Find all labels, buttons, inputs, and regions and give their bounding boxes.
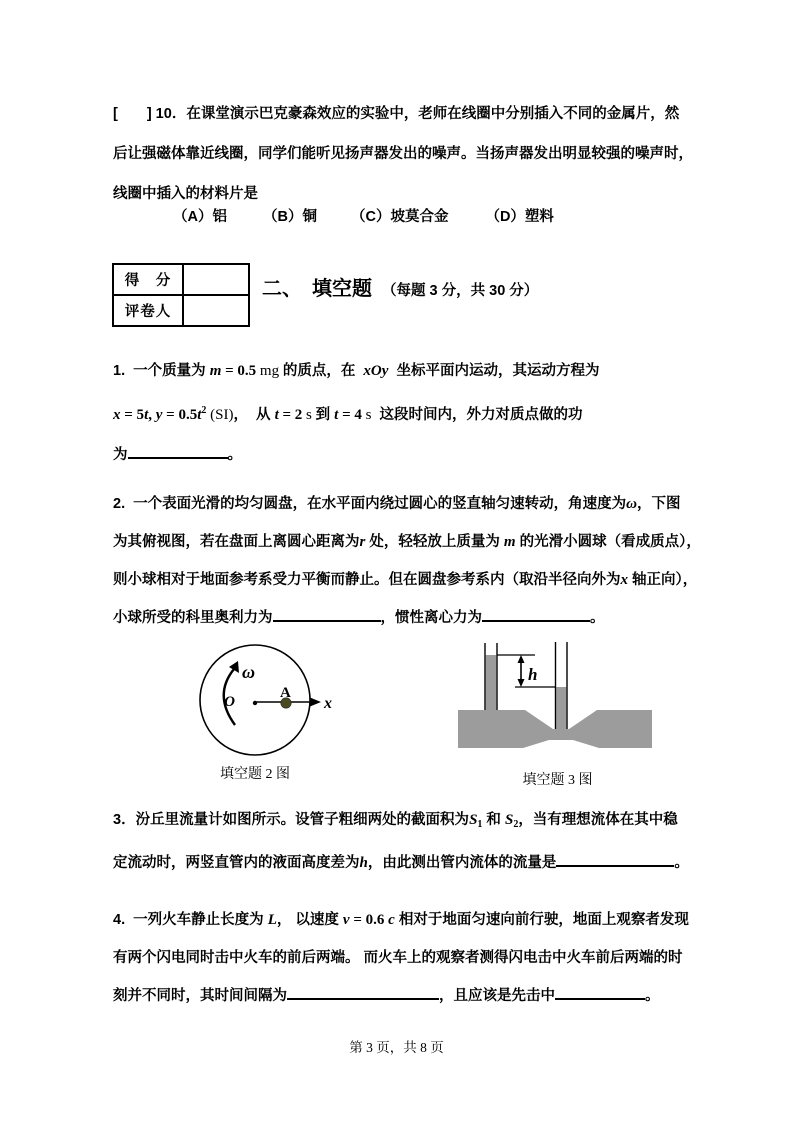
text-run: 有两个闪电同时击中火车的前后两端。 而火车上的观察者测得闪电击中火车前后两端的时 xyxy=(113,950,683,966)
text-run: x xyxy=(620,572,628,588)
text-run: [ ] 10．在课堂演示巴克豪森效应的实验中，老师在线圈中分别插入不同的金属片，然 xyxy=(113,106,680,122)
text-run: 的质点，在 xyxy=(282,363,364,379)
question-3-text xyxy=(113,801,713,882)
text-run: 刻并不同时，其时间间隔为 xyxy=(113,988,287,1004)
text-run: s xyxy=(361,407,372,423)
score-row xyxy=(113,264,249,295)
spacer xyxy=(113,220,173,221)
left-tube-liquid xyxy=(486,655,496,712)
text-run: 以速度 xyxy=(291,912,343,928)
text-run: 则小球相对于地面参考系受力平衡而静止。但在圆盘参考系内（取沿半径向外为 xyxy=(113,572,621,588)
question-4-text xyxy=(113,901,713,1015)
text-run: 为 xyxy=(113,447,128,463)
text-run: = 0.5 xyxy=(221,363,257,379)
h-arrowhead-up xyxy=(518,655,525,663)
center-dot xyxy=(253,701,257,705)
answer-blank xyxy=(287,983,439,1000)
text-run: m xyxy=(503,534,516,550)
text-run: m xyxy=(209,363,222,379)
spacer xyxy=(448,220,485,221)
text-run: t xyxy=(197,407,202,423)
text-run: 4. 一列火车静止长度为 xyxy=(113,912,268,928)
text-run: 处，轻轻放上质量为 xyxy=(365,534,504,550)
score-value-cell xyxy=(183,264,249,295)
h-label: h xyxy=(528,665,538,684)
text-run: 。 xyxy=(590,610,605,626)
section-heading xyxy=(262,272,538,301)
text-run: （A）铝 xyxy=(173,209,227,225)
text-run: 到 xyxy=(315,407,335,423)
text-run: 3．汾丘里流量计如图所示。设管子粗细两处的截面积为 xyxy=(113,812,470,828)
text-run: v xyxy=(342,912,350,928)
question-2-text xyxy=(113,485,713,637)
h-arrowhead-down xyxy=(518,679,525,687)
spacer xyxy=(317,220,351,221)
text-run: 这段时间内，外力对质点做的功 xyxy=(371,407,583,423)
text-run: 1 xyxy=(477,819,483,830)
answer-blank xyxy=(555,983,645,1000)
right-tube-liquid xyxy=(556,687,566,740)
text-run: 小球所受的科里奥利力为 xyxy=(113,610,273,626)
text-run: ω xyxy=(626,496,638,512)
text-run: r xyxy=(359,534,366,550)
text-line xyxy=(113,901,713,939)
text-line xyxy=(113,435,713,475)
text-run: = 0.6 xyxy=(349,912,389,928)
text-run: h xyxy=(359,855,368,871)
text-run: （B）铜 xyxy=(262,209,317,225)
text-line xyxy=(113,206,713,228)
text-run: = 2 xyxy=(278,407,303,423)
text-run: （C）坡莫合金 xyxy=(350,209,449,225)
figure-rotating-disk xyxy=(197,633,347,783)
text-run: (SI) xyxy=(206,407,234,423)
section-title: 填空题 xyxy=(312,278,372,300)
text-line xyxy=(113,561,713,599)
question-10 xyxy=(113,94,713,228)
score-table xyxy=(112,263,250,327)
answer-blank xyxy=(273,605,381,622)
question-10-text xyxy=(113,94,713,214)
text-run: 1. 一个质量为 xyxy=(113,363,210,379)
text-run: ， 从 xyxy=(233,407,275,423)
text-line xyxy=(113,391,713,435)
text-line xyxy=(113,939,713,977)
omega-label: ω xyxy=(242,662,256,682)
text-run: 2. 一个表面光滑的均匀圆盘，在水平面内绕过圆心的竖直轴匀速转动，角速度为 xyxy=(113,496,627,512)
section-number: 二、 xyxy=(262,278,302,300)
text-run: 轴正向）， xyxy=(628,572,698,588)
text-run: ， xyxy=(276,912,292,928)
grader-label: 评卷人 xyxy=(113,295,183,326)
text-run: 定流动时，两竖直管内的液面高度差为 xyxy=(113,855,360,871)
text-run: 2 xyxy=(513,819,519,830)
figure-venturi-meter xyxy=(455,630,660,789)
text-run: , xyxy=(148,407,156,423)
text-run: x xyxy=(113,407,121,423)
text-run: 相对于地面匀速向前行驶，地面上观察者发现 xyxy=(394,912,689,928)
text-line xyxy=(113,977,713,1015)
question-1 xyxy=(113,351,713,475)
text-run: ，惯性离心力为 xyxy=(380,610,482,626)
question-3 xyxy=(113,801,713,882)
figure-2-caption: 填空题 2 图 xyxy=(220,767,290,782)
text-run: t xyxy=(274,407,279,423)
text-run: s xyxy=(302,407,316,423)
grader-row xyxy=(113,295,249,326)
text-run: 线圈中插入的材料片是 xyxy=(113,186,258,202)
text-run: 。 xyxy=(227,447,242,463)
answer-blank xyxy=(482,605,590,622)
text-run: 为其俯视图，若在盘面上离圆心距离为 xyxy=(113,534,360,550)
text-line xyxy=(113,94,713,134)
text-line xyxy=(113,485,713,523)
text-run: 。 xyxy=(674,855,689,871)
text-run: c xyxy=(388,912,395,928)
text-run: 和 xyxy=(482,812,505,828)
question-4 xyxy=(113,901,713,1015)
origin-label: O xyxy=(224,694,235,710)
text-run: ，下图 xyxy=(637,496,681,512)
text-line xyxy=(113,801,713,844)
omega-arrowhead xyxy=(229,661,239,673)
text-run: t xyxy=(334,407,339,423)
text-run: （D）塑料 xyxy=(485,209,554,225)
text-run: ，当有理想流体在其中稳 xyxy=(518,812,678,828)
text-run: 后让强磁体靠近线圈，同学们能听见扬声器发出的噪声。当扬声器发出明显较强的噪声时， xyxy=(113,146,693,162)
text-run: 的光滑小圆球（看成质点）， xyxy=(515,534,701,550)
text-run: = 5 xyxy=(120,407,145,423)
text-run: = 4 xyxy=(338,407,362,423)
x-axis-arrowhead xyxy=(310,698,321,707)
question-1-text xyxy=(113,351,713,475)
text-run: y xyxy=(155,407,163,423)
page-number: 第 3 页，共 8 页 xyxy=(349,1040,444,1055)
section-note: （每题 3 分，共 30 分） xyxy=(382,283,539,299)
grader-value-cell xyxy=(183,295,249,326)
figure-3-caption: 填空题 3 图 xyxy=(522,773,593,788)
text-run: L xyxy=(267,912,277,928)
text-run: xOy xyxy=(363,363,389,379)
text-line xyxy=(113,523,713,561)
text-run: t xyxy=(144,407,149,423)
text-run: = 0.5 xyxy=(162,407,198,423)
text-run: 2 xyxy=(201,405,207,416)
text-line xyxy=(113,351,713,391)
text-run: 坐标平面内运动，其运动方程为 xyxy=(388,363,600,379)
text-run: 。 xyxy=(645,988,660,1004)
answer-blank xyxy=(128,442,228,459)
page-footer xyxy=(0,1036,793,1056)
answer-blank xyxy=(556,850,674,867)
score-label: 得 分 xyxy=(113,264,183,295)
text-line xyxy=(113,134,713,174)
text-run: mg xyxy=(256,363,283,379)
question-2 xyxy=(113,485,713,637)
spacer xyxy=(227,220,263,221)
disk-diagram xyxy=(197,633,347,758)
text-line xyxy=(113,844,713,882)
x-axis-label: x xyxy=(324,695,332,712)
text-run: S xyxy=(469,812,478,828)
question-10-options xyxy=(113,206,713,228)
text-run: S xyxy=(504,812,514,828)
text-run: ，且应该是先击中 xyxy=(439,988,555,1004)
venturi-diagram xyxy=(455,630,660,754)
text-run: ，由此测出管内流体的流量是 xyxy=(367,855,557,871)
point-a-label: A xyxy=(280,685,291,701)
